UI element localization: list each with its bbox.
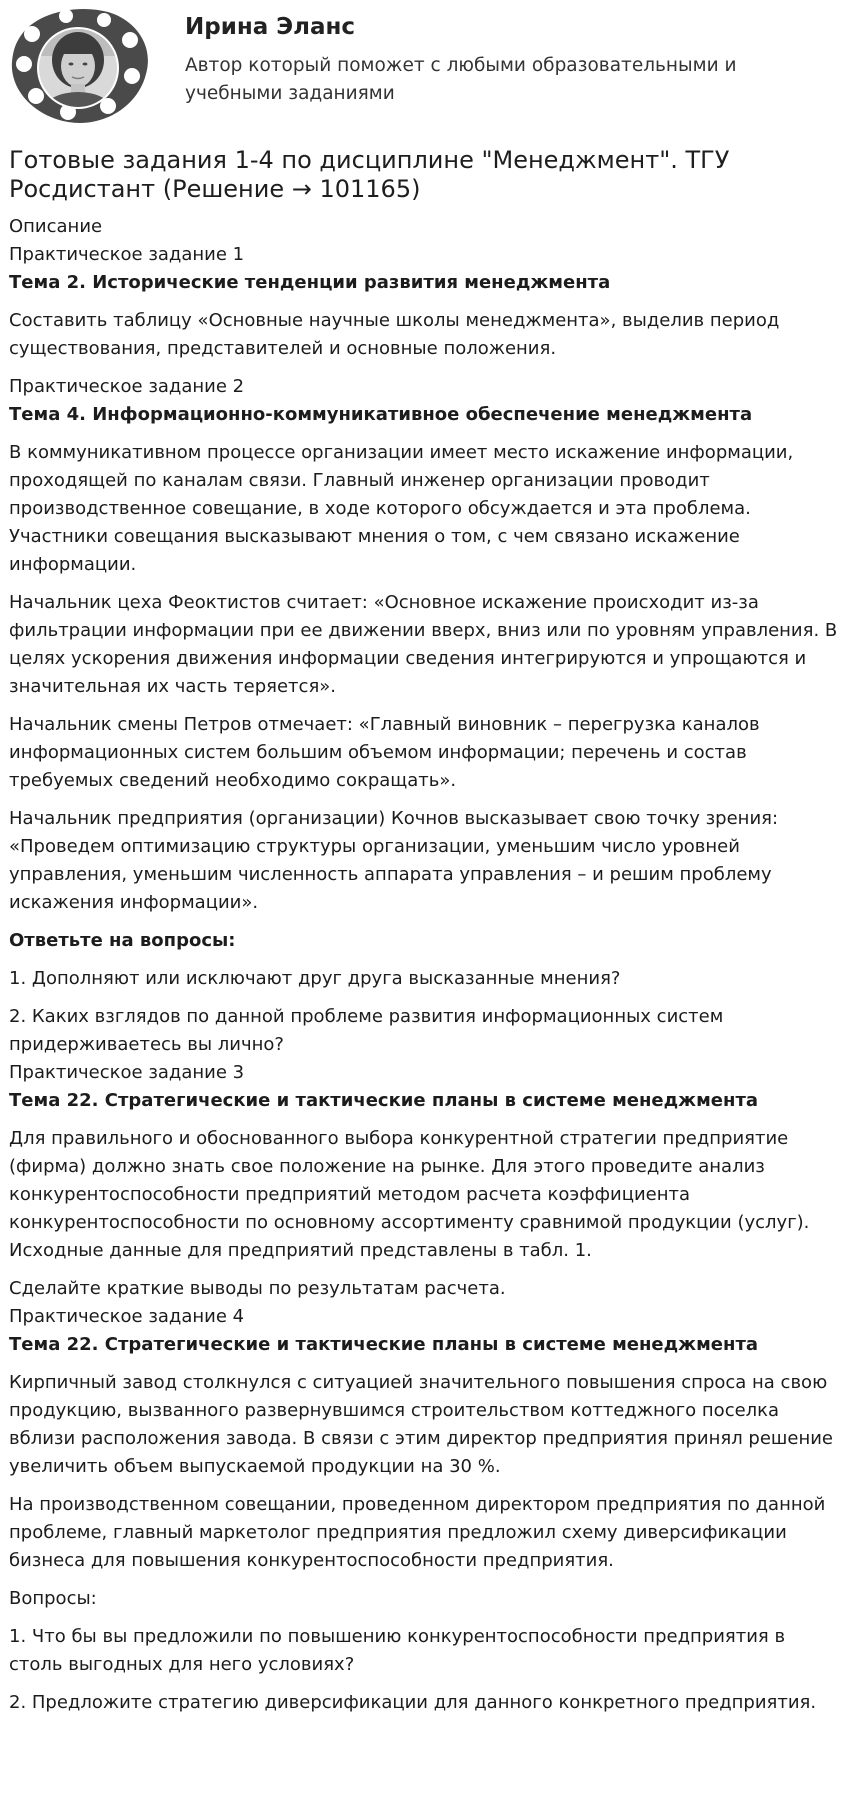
section-label: Описание xyxy=(9,216,103,237)
document-title: Готовые задания 1-4 по дисциплине "Менеджмент". ТГУ Росдистант (Решение → 101165) xyxy=(9,146,730,203)
task2-paragraph-2: Начальник цеха Феоктистов считает: «Основное искажение происходит из-за фильтрации информации при ее движении вверх, вниз или по уровням управления. В целях ускорения движения информации сведения интегрируются и упрощаются и значительная их часть теряется». xyxy=(9,592,838,697)
task3-paragraph-2: Сделайте краткие выводы по результатам расчета. xyxy=(9,1278,506,1299)
avatar[interactable] xyxy=(8,6,154,126)
task2-paragraph-4: Начальник предприятия (организации) Кочнов высказывает свою точку зрения: «Проведем оптимизацию структуры организации, уменьшим число уровней управления, уменьшим численность аппарата управления – и решим проблему искажения информации». xyxy=(9,808,779,913)
film-reel-avatar-icon xyxy=(8,6,154,126)
task2-paragraph-1: В коммуникативном процессе организации имеет место искажение информации, проходящей по каналам связи. Главный инженер организации проводит производственное совещание, в ходе которого обсуждается и эта проблема. Участники совещания высказывают мнения о том, с чем связано искажение информации. xyxy=(9,442,794,575)
document-content xyxy=(9,146,841,1717)
task4-question-2: 2. Предложите стратегию диверсификации для данного конкретного предприятия. xyxy=(9,1692,817,1713)
task2-questions-heading: Ответьте на вопросы: xyxy=(9,930,236,951)
task4-theme: Тема 22. Стратегические и тактические планы в системе менеджмента xyxy=(9,1334,759,1355)
task4-questions-heading: Вопросы: xyxy=(9,1588,97,1609)
task1-label: Практическое задание 1 xyxy=(9,244,245,265)
task3-label: Практическое задание 3 xyxy=(9,1062,245,1083)
task2-label: Практическое задание 2 xyxy=(9,376,245,397)
task2-question-1: 1. Дополняют или исключают друг друга высказанные мнения? xyxy=(9,968,621,989)
author-description: Автор который поможет с любыми образовательными и учебными заданиями xyxy=(185,55,737,104)
task1-theme: Тема 2. Исторические тенденции развития менеджмента xyxy=(9,272,611,293)
author-name[interactable]: Ирина Эланс xyxy=(185,14,356,40)
task2-question-2: 2. Каких взглядов по данной проблеме развития информационных систем придерживаетесь вы лично? xyxy=(9,1006,724,1055)
task4-paragraph-2: На производственном совещании, проведенном директором предприятия по данной проблеме, главный маркетолог предприятия предложил схему диверсификации бизнеса для повышения конкурентоспособности предприятия. xyxy=(9,1494,826,1571)
author-card xyxy=(8,6,839,126)
task3-theme: Тема 22. Стратегические и тактические планы в системе менеджмента xyxy=(9,1090,759,1111)
task2-paragraph-3: Начальник смены Петров отмечает: «Главный виновник – перегрузка каналов информационных систем большим объемом информации; перечень и состав требуемых сведений необходимо сокращать». xyxy=(9,714,760,791)
task4-question-1: 1. Что бы вы предложили по повышению конкурентоспособности предприятия в столь выгодных для него условиях? xyxy=(9,1626,786,1675)
task2-theme: Тема 4. Информационно-коммуникативное обеспечение менеджмента xyxy=(9,404,753,425)
task1-text: Составить таблицу «Основные научные школы менеджмента», выделив период существования, представителей и основные положения. xyxy=(9,310,780,359)
task3-paragraph-1: Для правильного и обоснованного выбора конкурентной стратегии предприятие (фирма) должно знать свое положение на рынке. Для этого проведите анализ конкурентоспособности предприятий методом расчета коэффициента конкурентоспособности по основному ассортименту сравнимой продукции (услуг). Исходные данные для предприятий представлены в табл. 1. xyxy=(9,1128,810,1261)
task4-paragraph-1: Кирпичный завод столкнулся с ситуацией значительного повышения спроса на свою продукцию, вызванного развернувшимся строительством коттеджного поселка вблизи расположения завода. В связи с этим директор предприятия принял решение увеличить объем выпускаемой продукции на 30 %. xyxy=(9,1372,834,1477)
task4-label: Практическое задание 4 xyxy=(9,1306,245,1327)
